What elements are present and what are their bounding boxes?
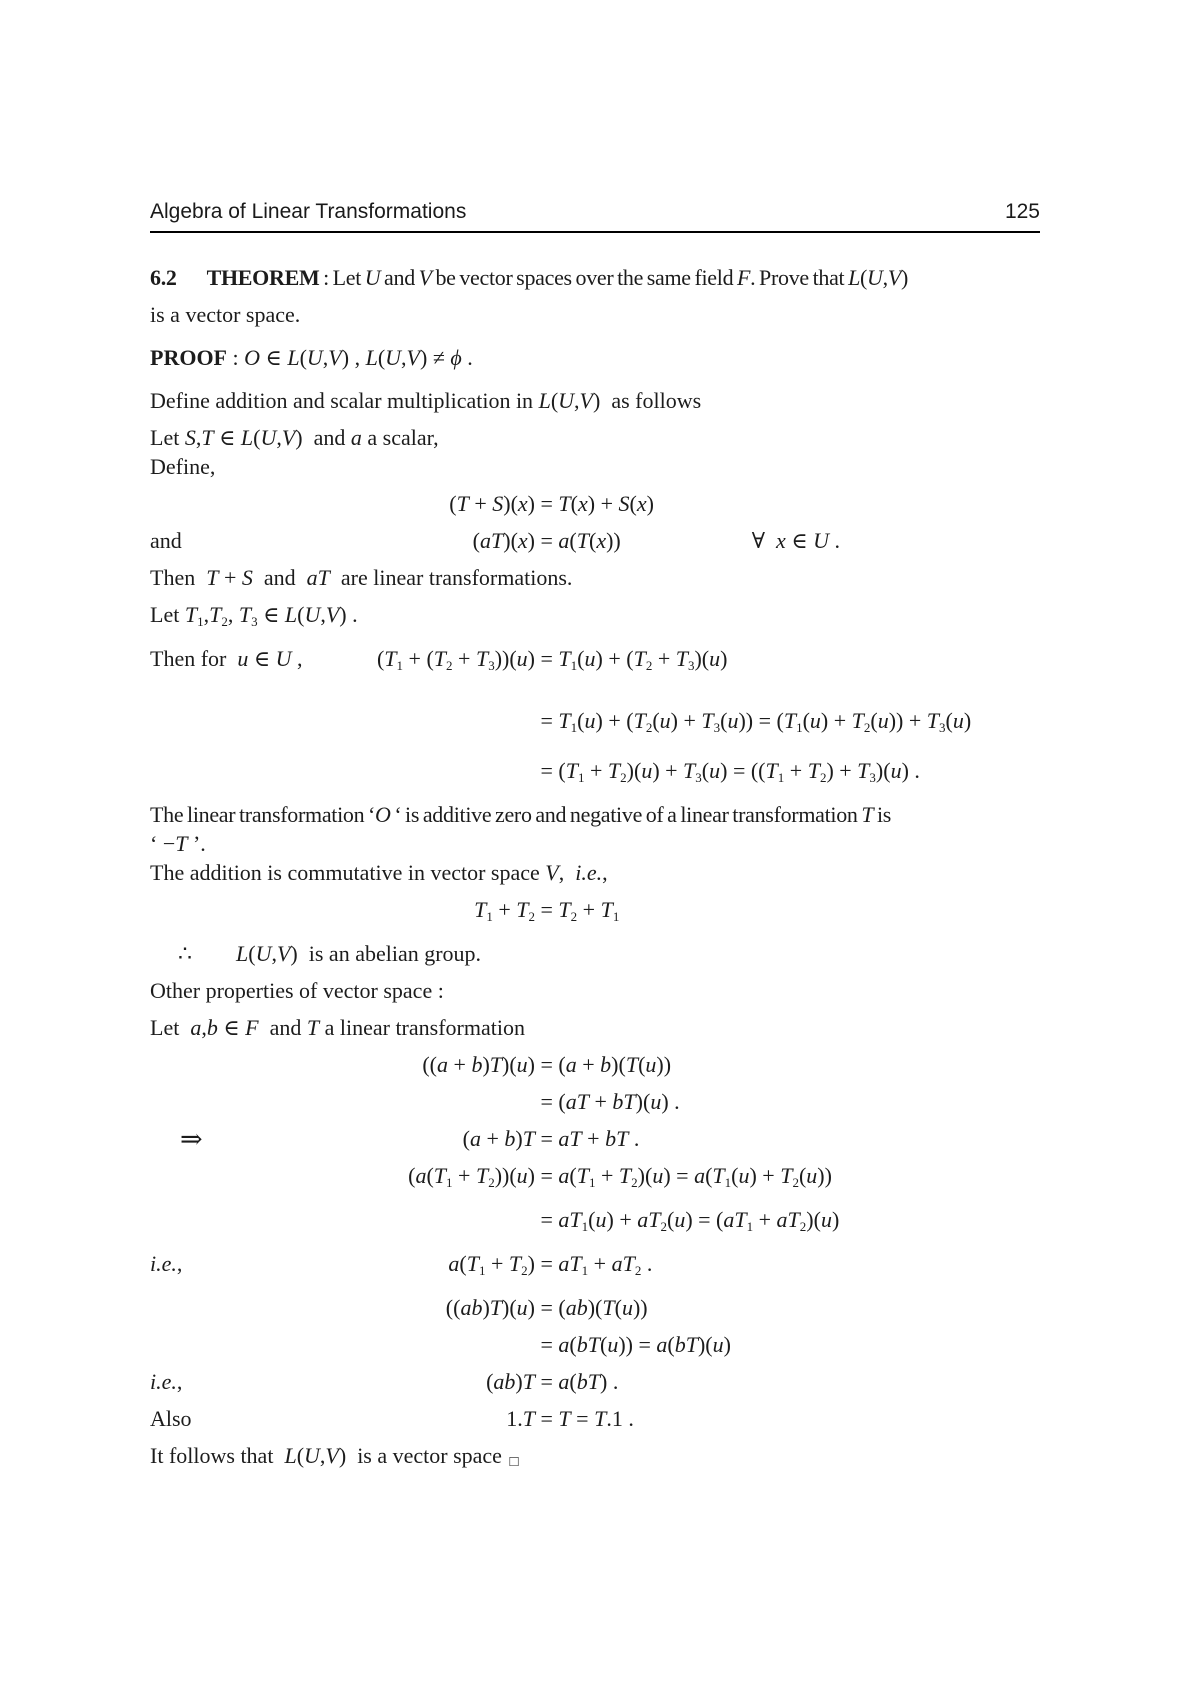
text-line: Let T1,T2, T3 ∈ L(U,V) . xyxy=(150,602,358,629)
text-line: ‘ −T ’. xyxy=(150,831,206,856)
equation-rhs: = a(bT(u)) = a(bT)(u) xyxy=(535,1332,731,1357)
equation-rhs: = (T1 + T2)(u) + T3(u) = ((T1 + T2) + T3)(u) . xyxy=(535,758,920,785)
equation-lhs: (T1 + (T2 + T3))(u) xyxy=(376,646,535,673)
equation-rhs: = (a + b)(T(u)) xyxy=(535,1052,672,1077)
text-line: It follows that L(U,V) is a vector space □ xyxy=(150,1443,519,1470)
equation-line xyxy=(150,1205,1040,1241)
equation-lhs: T1 + T2 xyxy=(474,897,535,924)
equation-lhs: 1.T xyxy=(506,1406,535,1431)
equation-rhs: = T2 + T1 xyxy=(535,897,620,924)
text-line: The addition is commutative in vector space V, i.e., xyxy=(150,860,608,885)
equation-lhs: a(T1 + T2) xyxy=(448,1251,535,1278)
running-title: Algebra of Linear Transformations xyxy=(150,200,467,223)
equation-rhs: = aT1 + aT2 . xyxy=(535,1251,653,1278)
equation-line xyxy=(150,1161,1040,1197)
equation-lhs: (a + b)T xyxy=(462,1126,535,1151)
equation-lhs: (ab)T xyxy=(486,1369,535,1394)
equation-rhs: = T1(u) + (T2(u) + T3(u)) = (T1(u) + T2(u)) + T3(u) xyxy=(535,708,972,735)
equation-label: ⇒ xyxy=(180,1124,203,1154)
equation-line xyxy=(150,1050,1040,1079)
page-number: 125 xyxy=(1004,200,1040,223)
text-line: PROOF : O ∈ L(U,V) , L(U,V) ≠ ϕ . xyxy=(150,345,473,370)
text-line: Define, xyxy=(150,454,216,479)
page-header xyxy=(150,200,1040,233)
equation-line xyxy=(150,489,1040,518)
text-line: ∴ L(U,V) is an abelian group. xyxy=(178,941,482,966)
text-line: Other properties of vector space : xyxy=(150,978,444,1003)
text-line: Define addition and scalar multiplication in L(U,V) as follows xyxy=(150,388,702,413)
equation-line xyxy=(150,895,1040,931)
text-line: Then T + S and aT are linear transformations. xyxy=(150,565,573,590)
equation-label: Then for u ∈ U , xyxy=(150,646,303,671)
equation-label: and xyxy=(150,528,182,553)
equation-rhs: = a(T(x)) xyxy=(535,528,621,553)
equation-rhs: = (aT + bT)(u) . xyxy=(535,1089,680,1114)
equation-quantifier-note: ∀ x ∈ U . xyxy=(751,528,840,553)
equation-label: i.e., xyxy=(150,1369,183,1394)
text-line: The linear transformation ‘O ‘ is additive zero and negative of a linear transformation T is xyxy=(150,802,892,827)
equation-rhs: = a(T1 + T2)(u) = a(T1(u) + T2(u)) xyxy=(535,1163,832,1190)
equation-rhs: = T = T.1 . xyxy=(535,1406,634,1431)
equation-lhs: (T + S)(x) xyxy=(449,491,535,516)
equation-line xyxy=(150,756,1040,792)
equation-line xyxy=(150,1367,1040,1396)
equation-rhs: = aT1(u) + aT2(u) = (aT1 + aT2)(u) xyxy=(535,1207,840,1234)
text-line: 6.2 THEOREM : Let U and V be vector spaces over the same field F. Prove that L(U,V) xyxy=(150,265,908,290)
equation-line xyxy=(150,644,1040,680)
equation-line xyxy=(150,1249,1040,1285)
equation-line xyxy=(150,1404,1040,1433)
equation-line xyxy=(150,1124,1040,1153)
equation-line xyxy=(150,1293,1040,1322)
equation-label: i.e., xyxy=(150,1251,183,1276)
equation-label: Also xyxy=(150,1406,192,1431)
text-line: is a vector space. xyxy=(150,302,301,327)
text-line: Let S,T ∈ L(U,V) and a a scalar, xyxy=(150,425,439,450)
equation-rhs: = (ab)(T(u)) xyxy=(535,1295,648,1320)
equation-rhs: = T1(u) + (T2 + T3)(u) xyxy=(535,646,728,673)
equation-rhs: = aT + bT . xyxy=(535,1126,640,1151)
equation-lhs: (a(T1 + T2))(u) xyxy=(408,1163,535,1190)
equation-lhs: ((a + b)T)(u) xyxy=(422,1052,535,1077)
equation-rhs: = T(x) + S(x) xyxy=(535,491,654,516)
equation-line xyxy=(150,1330,1040,1359)
equation-line xyxy=(150,1087,1040,1116)
equation-line xyxy=(150,526,1040,555)
equation-lhs: (aT)(x) xyxy=(472,528,535,553)
equation-rhs: = a(bT) . xyxy=(535,1369,619,1394)
text-line: Let a,b ∈ F and T a linear transformation xyxy=(150,1015,525,1040)
equation-lhs: ((ab)T)(u) xyxy=(445,1295,535,1320)
page-body xyxy=(150,263,1040,1477)
equation-line xyxy=(150,706,1040,742)
